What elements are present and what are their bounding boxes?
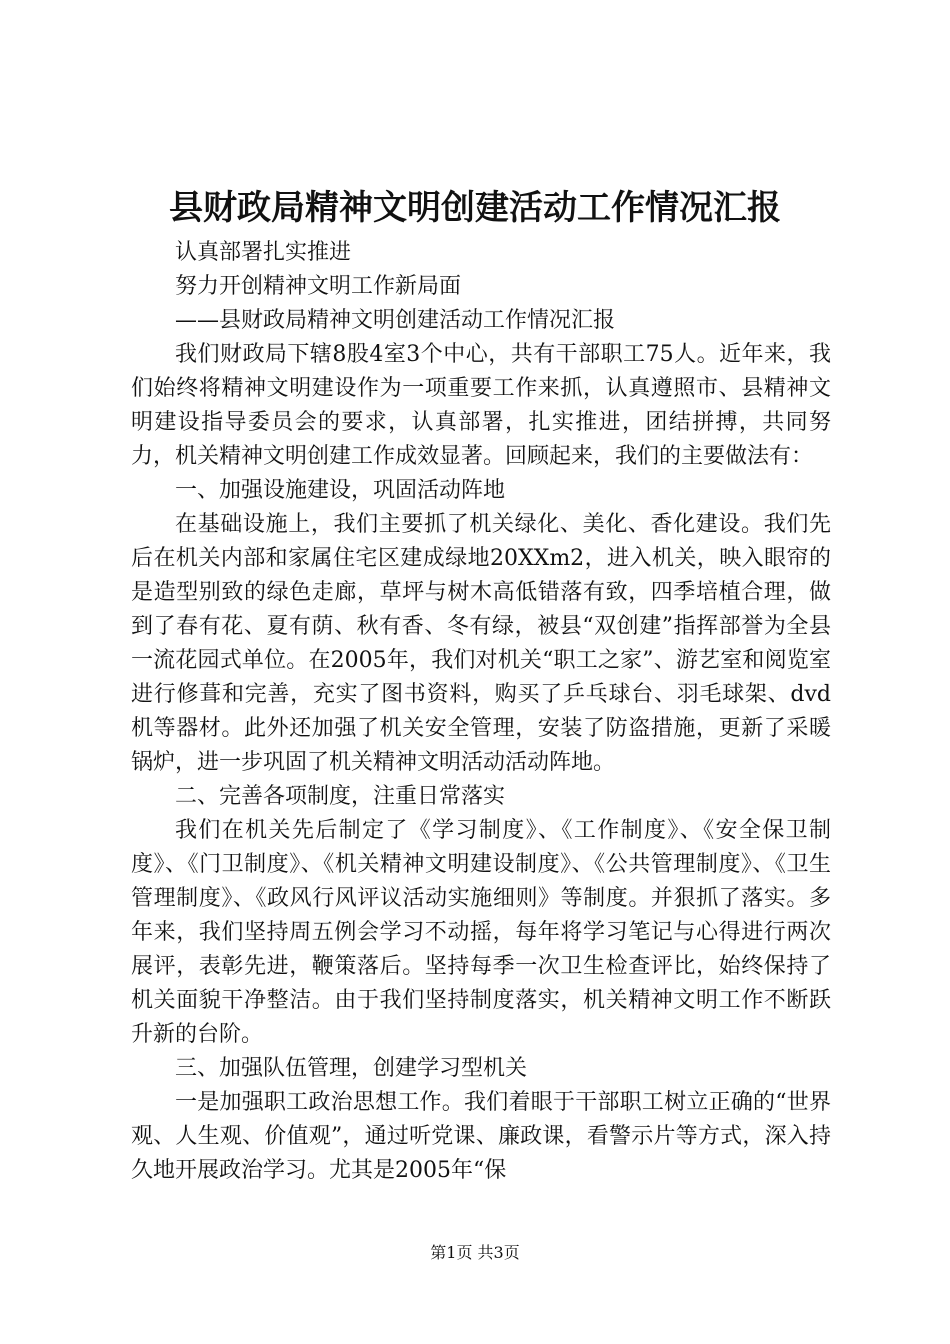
section-paragraph-1: 在基础设施上，我们主要抓了机关绿化、美化、香化建设。我们先后在机关内部和家属住宅区建成绿地20XXm2，进入机关，映入眼帘的是造型别致的绿色走廊，草坪与树木高低错落有致，四季培植合理，做到了春有花、夏有荫、秋有香、冬有绿，被县“双创建”指挥部誉为全县一流花园式单位。在2005年，我们对机关“职工之家”、游艺室和阅览室进行修葺和完善，充实了图书资料，购买了乒乓球台、羽毛球架、dvd机等器材。此外还加强了机关安全管理，安装了防盗措施，更新了采暖锅炉，进一步巩固了机关精神文明活动活动阵地。	[131, 512, 831, 775]
section-heading-2: 二、完善各项制度，注重日常落实	[175, 784, 506, 809]
document-body	[131, 236, 831, 1188]
document-title: 县财政局精神文明创建活动工作情况汇报	[169, 188, 781, 228]
page-footer: 第1页 共3页	[430, 1243, 520, 1262]
section-heading-1: 一、加强设施建设，巩固活动阵地	[175, 478, 506, 503]
subtitle-line-2: 努力开创精神文明工作新局面	[175, 274, 462, 299]
intro-paragraph: 我们财政局下辖8股4室3个中心，共有干部职工75人。近年来，我们始终将精神文明建设作为一项重要工作来抓，认真遵照市、县精神文明建设指导委员会的要求，认真部署，扎实推进，团结拼搏，共同努力，机关精神文明创建工作成效显著。回顾起来，我们的主要做法有：	[131, 342, 831, 469]
section-paragraph-2: 我们在机关先后制定了《学习制度》、《工作制度》、《安全保卫制度》、《门卫制度》、《机关精神文明建设制度》、《公共管理制度》、《卫生管理制度》、《政风行风评议活动实施细则》等制度。并狠抓了落实。多年来，我们坚持周五例会学习不动摇，每年将学习笔记与心得进行两次展评，表彰先进，鞭策落后。坚持每季一次卫生检查评比，始终保持了机关面貌干净整洁。由于我们坚持制度落实，机关精神文明工作不断跃升新的台阶。	[131, 818, 831, 1047]
section-heading-3: 三、加强队伍管理，创建学习型机关	[175, 1056, 528, 1081]
subtitle-line-3: ——县财政局精神文明创建活动工作情况汇报	[175, 308, 616, 333]
subtitle-line-1: 认真部署扎实推进	[175, 240, 352, 265]
section-paragraph-3: 一是加强职工政治思想工作。我们着眼于干部职工树立正确的“世界观、人生观、价值观”，通过听党课、廉政课，看警示片等方式，深入持久地开展政治学习。尤其是2005年“保	[131, 1090, 831, 1183]
